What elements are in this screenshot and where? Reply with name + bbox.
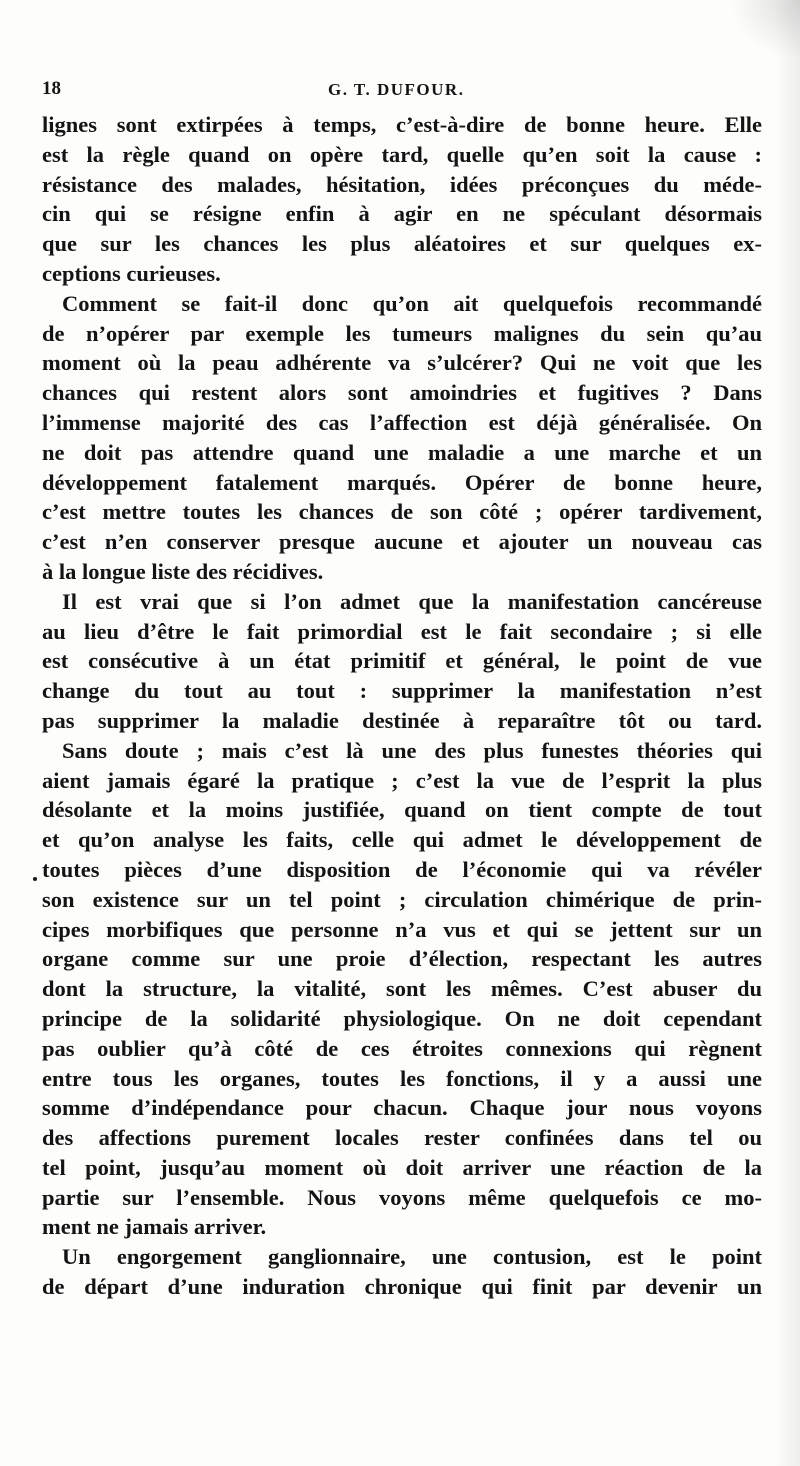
text-line: de départ d’une induration chronique qui finit par devenir un: [42, 1274, 762, 1300]
margin-mark: [33, 877, 37, 881]
text-line: moment où la peau adhérente va s’ulcérer? Qui ne voit que les: [42, 350, 762, 376]
text-line: son existence sur un tel point ; circulation chimérique de prin-: [42, 886, 762, 912]
text-line: à la longue liste des récidives.: [42, 558, 324, 584]
text-line: principe de la solidarité physiologique. On ne doit cependant: [42, 1005, 762, 1031]
text-line: Il est vrai que si l’on admet que la manifestation cancéreuse: [62, 588, 762, 614]
text-line: est la règle quand on opère tard, quelle qu’en soit la cause :: [42, 141, 762, 167]
text-line: cipes morbifiques que personne n’a vus et qui se jettent sur un: [42, 916, 762, 942]
text-line: Sans doute ; mais c’est là une des plus funestes théories qui: [62, 737, 762, 763]
text-line: l’immense majorité des cas l’affection est déjà généralisée. On: [42, 409, 762, 435]
text-line: partie sur l’ensemble. Nous voyons même quelquefois ce mo-: [42, 1184, 762, 1210]
text-line: pas supprimer la maladie destinée à reparaître tôt ou tard.: [42, 707, 762, 733]
text-line: c’est n’en conserver presque aucune et ajouter un nouveau cas: [42, 529, 762, 555]
page-number: 18: [42, 78, 61, 99]
text-line: c’est mettre toutes les chances de son côté ; opérer tardivement,: [42, 499, 762, 525]
text-line: organe comme sur une proie d’élection, respectant les autres: [42, 946, 762, 972]
text-line: que sur les chances les plus aléatoires et sur quelques ex-: [42, 231, 762, 257]
text-line: développement fatalement marqués. Opérer de bonne heure,: [42, 469, 762, 495]
running-head: G. T. DUFOUR.: [328, 80, 465, 99]
text-line: ment ne jamais arriver.: [42, 1214, 267, 1240]
text-line: change du tout au tout : supprimer la manifestation n’est: [42, 678, 762, 704]
text-line: est consécutive à un état primitif et général, le point de vue: [42, 648, 762, 674]
text-line: toutes pièces d’une disposition de l’économie qui va révéler: [42, 856, 762, 882]
body-text: [42, 110, 762, 1302]
text-line: cin qui se résigne enfin à agir en ne spéculant désormais: [42, 201, 762, 227]
text-line: Un engorgement ganglionnaire, une contusion, est le point: [62, 1244, 762, 1270]
text-line: lignes sont extirpées à temps, c’est-à-dire de bonne heure. Elle: [42, 112, 762, 137]
text-line: désolante et la moins justifiée, quand on tient compte de tout: [42, 797, 762, 823]
page-header: [42, 78, 762, 108]
text-line: résistance des malades, hésitation, idées préconçues du méde-: [42, 171, 762, 197]
text-line: chances qui restent alors sont amoindries et fugitives ? Dans: [42, 380, 762, 406]
text-line: ceptions curieuses.: [42, 260, 221, 286]
text-line: dont la structure, la vitalité, sont les mêmes. C’est abuser du: [42, 976, 762, 1002]
text-line: tel point, jusqu’au moment où doit arriver une réaction de la: [42, 1154, 762, 1180]
text-line: et qu’on analyse les faits, celle qui admet le développement de: [42, 827, 762, 853]
text-line: pas oublier qu’à côté de ces étroites connexions qui règnent: [42, 1035, 762, 1061]
text-line: entre tous les organes, toutes les fonctions, il y a aussi une: [42, 1065, 762, 1091]
page-edge-shadow: [774, 0, 800, 1466]
corner-stain: [730, 0, 800, 60]
text-line: Comment se fait-il donc qu’on ait quelquefois recommandé: [62, 290, 762, 316]
text-line: des affections purement locales rester confinées dans tel ou: [42, 1125, 762, 1151]
text-line: aient jamais égaré la pratique ; c’est la vue de l’esprit la plus: [42, 767, 762, 793]
text-line: de n’opérer par exemple les tumeurs malignes du sein qu’au: [42, 320, 762, 346]
text-line: ne doit pas attendre quand une maladie a une marche et un: [42, 439, 762, 465]
text-line: au lieu d’être le fait primordial est le fait secondaire ; si elle: [42, 618, 762, 644]
text-line: somme d’indépendance pour chacun. Chaque jour nous voyons: [42, 1095, 762, 1121]
